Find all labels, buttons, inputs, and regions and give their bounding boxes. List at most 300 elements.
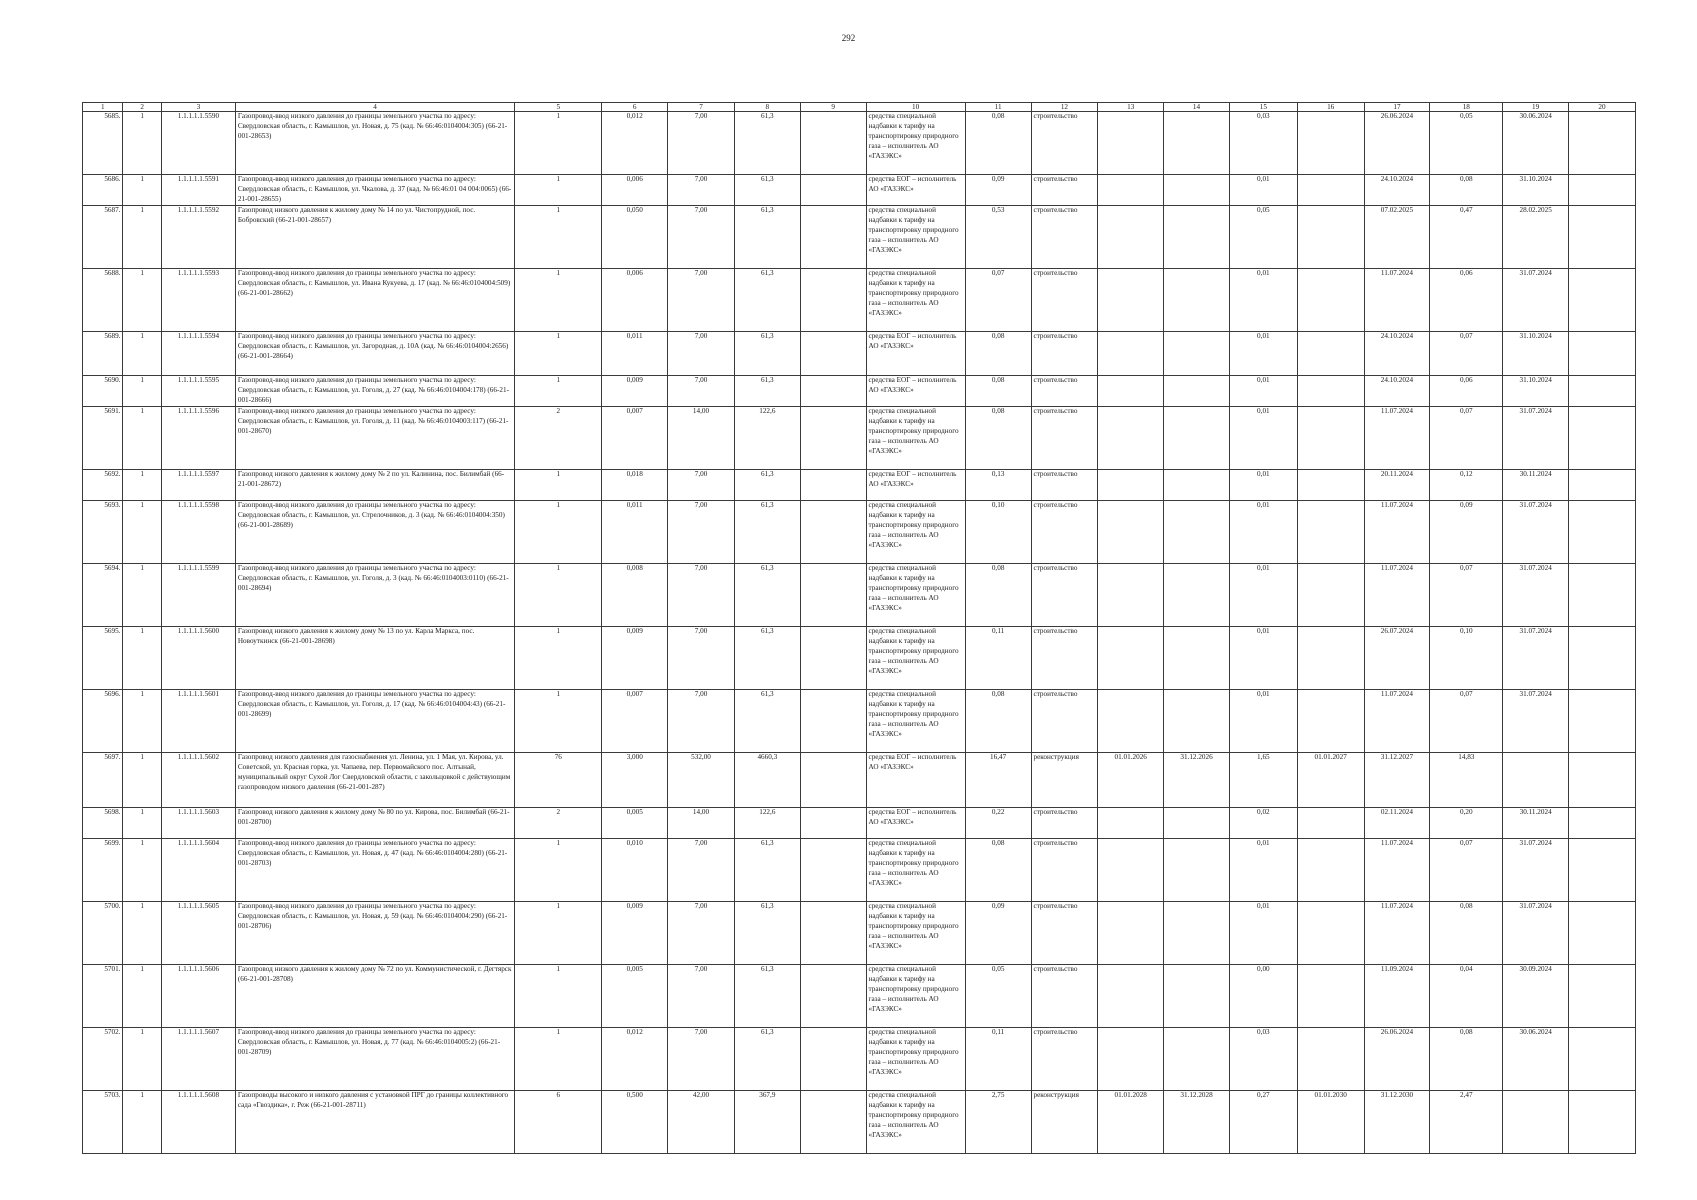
- cell-col-7: 42,00: [668, 1091, 735, 1154]
- cell-cost: 0,13: [965, 470, 1031, 501]
- cell-length: 0,050: [602, 206, 668, 269]
- cell-work-type: строительство: [1031, 376, 1098, 407]
- cell-col-20: [1569, 753, 1636, 808]
- cell-col-2: 1: [123, 753, 161, 808]
- cell-col-20: [1569, 1091, 1636, 1154]
- header-row: [83, 103, 1636, 112]
- cell-end-date: 31.12.2028: [1164, 1091, 1230, 1154]
- column-header-1: 1: [83, 103, 123, 112]
- cell-col-8: 61,3: [734, 1028, 800, 1091]
- cell-col-20: [1569, 501, 1636, 564]
- cell-funding-source: средства специальной надбавки к тарифу на транспортировку природного газа – исполнитель АО «ГАЗЭКС»: [866, 112, 965, 175]
- column-header-18: 18: [1430, 103, 1503, 112]
- cell-work-type: строительство: [1031, 690, 1098, 753]
- cell-start-date: [1098, 808, 1164, 839]
- cell-length: 0,009: [602, 627, 668, 690]
- cell-row-number: 5685.: [83, 112, 123, 175]
- column-header-5: 5: [515, 103, 602, 112]
- cell-funding-source: средства ЕОГ – исполнитель АО «ГАЗЭКС»: [866, 376, 965, 407]
- cell-start-date: [1098, 470, 1164, 501]
- cell-start-date: [1098, 501, 1164, 564]
- cell-date-19: 31.07.2024: [1503, 501, 1569, 564]
- cell-cost: 0,08: [965, 332, 1031, 376]
- cell-col-16: [1297, 808, 1364, 839]
- cell-cost: 0,53: [965, 206, 1031, 269]
- column-header-12: 12: [1031, 103, 1098, 112]
- cell-col-8: 61,3: [734, 376, 800, 407]
- cell-end-date: [1164, 175, 1230, 206]
- cell-funding-source: средства ЕОГ – исполнитель АО «ГАЗЭКС»: [866, 470, 965, 501]
- cell-col-8: 61,3: [734, 690, 800, 753]
- cell-col-15: 0,01: [1229, 332, 1297, 376]
- cell-col-20: [1569, 902, 1636, 965]
- cell-date-19: 31.07.2024: [1503, 407, 1569, 470]
- cell-start-date: [1098, 902, 1164, 965]
- cell-col-16: [1297, 206, 1364, 269]
- cell-col-2: 1: [123, 690, 161, 753]
- cell-item-code: 1.1.1.1.1.5599: [161, 564, 235, 627]
- cell-col-20: [1569, 407, 1636, 470]
- table-row: [83, 376, 1636, 407]
- cell-col-5: 1: [515, 112, 602, 175]
- cell-date-17: 24.10.2024: [1364, 376, 1430, 407]
- cell-col-5: 1: [515, 376, 602, 407]
- cell-col-20: [1569, 376, 1636, 407]
- cell-date-19: 31.10.2024: [1503, 376, 1569, 407]
- cell-date-17: 11.07.2024: [1364, 902, 1430, 965]
- cell-row-number: 5701.: [83, 965, 123, 1028]
- cell-col-9: [800, 1091, 866, 1154]
- cell-cost: 0,08: [965, 690, 1031, 753]
- cell-item-code: 1.1.1.1.1.5595: [161, 376, 235, 407]
- cell-row-number: 5686.: [83, 175, 123, 206]
- cell-col-2: 1: [123, 376, 161, 407]
- cell-description: Газопровод-ввод низкого давления до границы земельного участка по адресу: Свердловская область, г. Камышлов, ул. Новая, д. 77 (кад. № 66:46:0104005:2) (66-21-001-28709): [235, 1028, 514, 1091]
- cell-start-date: [1098, 112, 1164, 175]
- column-header-7: 7: [668, 103, 735, 112]
- cell-col-15: 0,01: [1229, 501, 1297, 564]
- cell-col-8: 61,3: [734, 564, 800, 627]
- cell-col-9: [800, 175, 866, 206]
- table-row: [83, 332, 1636, 376]
- cell-date-19: 31.07.2024: [1503, 839, 1569, 902]
- cell-end-date: [1164, 206, 1230, 269]
- column-header-15: 15: [1229, 103, 1297, 112]
- cell-start-date: [1098, 175, 1164, 206]
- cell-col-9: [800, 501, 866, 564]
- cell-start-date: 01.01.2028: [1098, 1091, 1164, 1154]
- cell-col-2: 1: [123, 564, 161, 627]
- cell-col-18: 0,08: [1430, 1028, 1503, 1091]
- cell-col-2: 1: [123, 501, 161, 564]
- cell-funding-source: средства ЕОГ – исполнитель АО «ГАЗЭКС»: [866, 808, 965, 839]
- cell-work-type: строительство: [1031, 175, 1098, 206]
- cell-col-18: 0,05: [1430, 112, 1503, 175]
- cell-col-5: 1: [515, 501, 602, 564]
- cell-col-7: 7,00: [668, 269, 735, 332]
- cell-funding-source: средства специальной надбавки к тарифу на транспортировку природного газа – исполнитель АО «ГАЗЭКС»: [866, 269, 965, 332]
- cell-col-9: [800, 690, 866, 753]
- cell-length: 0,006: [602, 269, 668, 332]
- cell-col-18: 0,08: [1430, 902, 1503, 965]
- cell-col-7: 7,00: [668, 564, 735, 627]
- cell-cost: 0,08: [965, 407, 1031, 470]
- cell-cost: 16,47: [965, 753, 1031, 808]
- cell-description: Газопровод-ввод низкого давления до границы земельного участка по адресу: Свердловская область, г. Камышлов, ул. Стрелочников, д. 3 (кад. № 66:46:0104004:350) (66-21-001-28689): [235, 501, 514, 564]
- cell-item-code: 1.1.1.1.1.5605: [161, 902, 235, 965]
- cell-item-code: 1.1.1.1.1.5596: [161, 407, 235, 470]
- cell-length: 0,006: [602, 175, 668, 206]
- cell-date-19: 30.09.2024: [1503, 965, 1569, 1028]
- cell-cost: 0,08: [965, 112, 1031, 175]
- cell-col-2: 1: [123, 112, 161, 175]
- cell-start-date: [1098, 965, 1164, 1028]
- cell-date-17: 11.07.2024: [1364, 407, 1430, 470]
- cell-col-16: [1297, 470, 1364, 501]
- cell-col-5: 1: [515, 839, 602, 902]
- cell-col-20: [1569, 690, 1636, 753]
- column-header-13: 13: [1098, 103, 1164, 112]
- cell-row-number: 5700.: [83, 902, 123, 965]
- cell-cost: 0,08: [965, 839, 1031, 902]
- cell-date-17: 26.07.2024: [1364, 627, 1430, 690]
- cell-col-9: [800, 564, 866, 627]
- cell-work-type: строительство: [1031, 407, 1098, 470]
- cell-length: 0,018: [602, 470, 668, 501]
- cell-funding-source: средства ЕОГ – исполнитель АО «ГАЗЭКС»: [866, 753, 965, 808]
- cell-col-15: 0,01: [1229, 407, 1297, 470]
- cell-date-19: 30.06.2024: [1503, 1028, 1569, 1091]
- column-header-6: 6: [602, 103, 668, 112]
- cell-row-number: 5687.: [83, 206, 123, 269]
- cell-description: Газопровод-ввод низкого давления до границы земельного участка по адресу: Свердловская область, г. Камышлов, ул. Чкалова, д. 37 (кад. № 66:46:01 04 004:0065) (66-21-001-28655): [235, 175, 514, 206]
- column-header-4: 4: [235, 103, 514, 112]
- cell-end-date: [1164, 808, 1230, 839]
- cell-date-19: 31.07.2024: [1503, 269, 1569, 332]
- cell-col-20: [1569, 112, 1636, 175]
- cell-col-9: [800, 407, 866, 470]
- cell-col-20: [1569, 564, 1636, 627]
- cell-col-2: 1: [123, 627, 161, 690]
- cell-col-16: [1297, 627, 1364, 690]
- cell-length: 0,009: [602, 902, 668, 965]
- cell-col-9: [800, 112, 866, 175]
- cell-description: Газопровод низкого давления к жилому дому № 80 по ул. Кирова, пос. Билимбай (66-21-001-28700): [235, 808, 514, 839]
- cell-col-8: 61,3: [734, 206, 800, 269]
- cell-col-20: [1569, 808, 1636, 839]
- cell-col-8: 61,3: [734, 112, 800, 175]
- cell-col-16: [1297, 175, 1364, 206]
- cell-cost: 0,08: [965, 564, 1031, 627]
- cell-col-9: [800, 965, 866, 1028]
- cell-date-17: 24.10.2024: [1364, 175, 1430, 206]
- cell-cost: 0,07: [965, 269, 1031, 332]
- cell-col-5: 2: [515, 808, 602, 839]
- cell-col-2: 1: [123, 902, 161, 965]
- cell-col-9: [800, 753, 866, 808]
- cell-cost: 0,22: [965, 808, 1031, 839]
- cell-end-date: [1164, 902, 1230, 965]
- page-number: 292: [841, 33, 856, 43]
- cell-cost: 0,08: [965, 376, 1031, 407]
- cell-start-date: [1098, 690, 1164, 753]
- cell-description: Газопроводы высокого и низкого давления с установкой ПРГ до границы коллективного сада «Гвоздика», г. Реж (66-21-001-28711): [235, 1091, 514, 1154]
- cell-length: 0,500: [602, 1091, 668, 1154]
- cell-col-2: 1: [123, 269, 161, 332]
- cell-description: Газопровод-ввод низкого давления до границы земельного участка по адресу: Свердловская область, г. Камышлов, ул. Гоголя, д. 27 (кад. № 66:46:0104004:178) (66-21-001-28666): [235, 376, 514, 407]
- cell-description: Газопровод низкого давления к жилому дому № 14 по ул. Чистопрудной, пос. Бобровский (66-21-001-28657): [235, 206, 514, 269]
- column-header-17: 17: [1364, 103, 1430, 112]
- cell-date-17: 31.12.2030: [1364, 1091, 1430, 1154]
- cell-col-7: 14,00: [668, 808, 735, 839]
- cell-col-7: 7,00: [668, 690, 735, 753]
- cell-col-5: 1: [515, 175, 602, 206]
- cell-work-type: строительство: [1031, 627, 1098, 690]
- table-row: [83, 1028, 1636, 1091]
- cell-description: Газопровод-ввод низкого давления до границы земельного участка по адресу: Свердловская область, г. Камышлов, ул. Гоголя, д. 3 (кад. № 66:46:0104003:0110) (66-21-001-28694): [235, 564, 514, 627]
- cell-end-date: [1164, 407, 1230, 470]
- cell-row-number: 5702.: [83, 1028, 123, 1091]
- cell-col-18: 0,06: [1430, 269, 1503, 332]
- cell-end-date: 31.12.2026: [1164, 753, 1230, 808]
- cell-col-8: 4660,3: [734, 753, 800, 808]
- cell-col-20: [1569, 269, 1636, 332]
- cell-funding-source: средства специальной надбавки к тарифу на транспортировку природного газа – исполнитель АО «ГАЗЭКС»: [866, 564, 965, 627]
- cell-funding-source: средства специальной надбавки к тарифу на транспортировку природного газа – исполнитель АО «ГАЗЭКС»: [866, 501, 965, 564]
- cell-date-17: 11.07.2024: [1364, 501, 1430, 564]
- cell-item-code: 1.1.1.1.1.5608: [161, 1091, 235, 1154]
- cell-start-date: [1098, 1028, 1164, 1091]
- cell-work-type: строительство: [1031, 1028, 1098, 1091]
- cell-col-15: 0,01: [1229, 902, 1297, 965]
- cell-date-17: 31.12.2027: [1364, 753, 1430, 808]
- cell-row-number: 5690.: [83, 376, 123, 407]
- cell-col-2: 1: [123, 839, 161, 902]
- cell-col-8: 61,3: [734, 965, 800, 1028]
- cell-funding-source: средства специальной надбавки к тарифу на транспортировку природного газа – исполнитель АО «ГАЗЭКС»: [866, 1091, 965, 1154]
- column-header-10: 10: [866, 103, 965, 112]
- table-row: [83, 407, 1636, 470]
- cell-col-9: [800, 470, 866, 501]
- cell-col-18: 14,83: [1430, 753, 1503, 808]
- cell-funding-source: средства специальной надбавки к тарифу на транспортировку природного газа – исполнитель АО «ГАЗЭКС»: [866, 902, 965, 965]
- cell-row-number: 5695.: [83, 627, 123, 690]
- cell-end-date: [1164, 376, 1230, 407]
- cell-date-17: 26.06.2024: [1364, 112, 1430, 175]
- cell-col-9: [800, 808, 866, 839]
- cell-work-type: строительство: [1031, 902, 1098, 965]
- cell-date-19: [1503, 1091, 1569, 1154]
- cell-description: Газопровод низкого давления к жилому дому № 2 по ул. Калинина, пос. Билимбай (66-21-001-28672): [235, 470, 514, 501]
- cell-col-16: [1297, 332, 1364, 376]
- cell-end-date: [1164, 564, 1230, 627]
- cell-end-date: [1164, 269, 1230, 332]
- cell-start-date: [1098, 627, 1164, 690]
- cell-item-code: 1.1.1.1.1.5601: [161, 690, 235, 753]
- cell-col-20: [1569, 1028, 1636, 1091]
- cell-work-type: реконструкция: [1031, 1091, 1098, 1154]
- cell-col-18: 0,09: [1430, 501, 1503, 564]
- cell-col-18: 0,20: [1430, 808, 1503, 839]
- cell-col-8: 61,3: [734, 627, 800, 690]
- cell-col-16: [1297, 501, 1364, 564]
- cell-row-number: 5693.: [83, 501, 123, 564]
- cell-length: 0,007: [602, 407, 668, 470]
- cell-col-16: [1297, 1028, 1364, 1091]
- cell-col-16: [1297, 902, 1364, 965]
- cell-row-number: 5696.: [83, 690, 123, 753]
- cell-date-17: 11.07.2024: [1364, 564, 1430, 627]
- cell-work-type: строительство: [1031, 564, 1098, 627]
- cell-cost: 0,09: [965, 175, 1031, 206]
- cell-col-15: 0,01: [1229, 627, 1297, 690]
- cell-row-number: 5689.: [83, 332, 123, 376]
- cell-row-number: 5698.: [83, 808, 123, 839]
- cell-col-5: 1: [515, 470, 602, 501]
- cell-length: 0,010: [602, 839, 668, 902]
- cell-col-15: 0,01: [1229, 269, 1297, 332]
- table-row: [83, 564, 1636, 627]
- cell-col-2: 1: [123, 808, 161, 839]
- table-row: [83, 1091, 1636, 1154]
- cell-col-16: [1297, 269, 1364, 332]
- cell-item-code: 1.1.1.1.1.5598: [161, 501, 235, 564]
- cell-date-19: 31.07.2024: [1503, 627, 1569, 690]
- cell-description: Газопровод низкого давления для газоснабжения ул. Ленина, ул. 1 Мая, ул. Кирова, ул. Советской, ул. Красная горка, ул. Чапаева, пер. Первомайского пос. Алтынай, муниципальный округ Сухой Лог Свердловской области, с закольцовкой с действующим газопроводом низкого давления (66-21-001-287): [235, 753, 514, 808]
- cell-work-type: строительство: [1031, 112, 1098, 175]
- cell-col-9: [800, 376, 866, 407]
- cell-end-date: [1164, 501, 1230, 564]
- cell-col-7: 7,00: [668, 839, 735, 902]
- cell-col-15: 0,01: [1229, 470, 1297, 501]
- column-header-9: 9: [800, 103, 866, 112]
- cell-col-20: [1569, 206, 1636, 269]
- cell-description: Газопровод-ввод низкого давления до границы земельного участка по адресу: Свердловская область, г. Камышлов, ул. Ивана Кукуева, д. 17 (кад. № 66:46:0104004:509) (66-21-001-28662): [235, 269, 514, 332]
- cell-col-16: 01.01.2030: [1297, 1091, 1364, 1154]
- cell-col-20: [1569, 470, 1636, 501]
- cell-col-8: 61,3: [734, 470, 800, 501]
- cell-work-type: строительство: [1031, 269, 1098, 332]
- cell-length: 0,012: [602, 1028, 668, 1091]
- cell-funding-source: средства специальной надбавки к тарифу на транспортировку природного газа – исполнитель АО «ГАЗЭКС»: [866, 1028, 965, 1091]
- cell-end-date: [1164, 627, 1230, 690]
- cell-length: 0,009: [602, 376, 668, 407]
- column-header-3: 3: [161, 103, 235, 112]
- cell-date-19: 30.11.2024: [1503, 470, 1569, 501]
- cell-col-15: 1,65: [1229, 753, 1297, 808]
- cell-start-date: [1098, 564, 1164, 627]
- cell-col-16: [1297, 839, 1364, 902]
- cell-col-7: 7,00: [668, 965, 735, 1028]
- cell-col-5: 1: [515, 965, 602, 1028]
- cell-start-date: [1098, 407, 1164, 470]
- cell-date-17: 11.07.2024: [1364, 690, 1430, 753]
- cell-row-number: 5692.: [83, 470, 123, 501]
- cell-length: 0,007: [602, 690, 668, 753]
- cell-work-type: строительство: [1031, 332, 1098, 376]
- cell-col-16: [1297, 564, 1364, 627]
- cell-description: Газопровод-ввод низкого давления до границы земельного участка по адресу: Свердловская область, г. Камышлов, ул. Новая, д. 47 (кад. № 66:46:0104004:280) (66-21-001-28703): [235, 839, 514, 902]
- cell-col-9: [800, 332, 866, 376]
- cell-col-20: [1569, 627, 1636, 690]
- cell-col-8: 122,6: [734, 808, 800, 839]
- cell-date-17: 26.06.2024: [1364, 1028, 1430, 1091]
- cell-col-18: 0,07: [1430, 564, 1503, 627]
- cell-date-19: 30.11.2024: [1503, 808, 1569, 839]
- cell-col-18: 0,12: [1430, 470, 1503, 501]
- cell-item-code: 1.1.1.1.1.5607: [161, 1028, 235, 1091]
- cell-col-15: 0,27: [1229, 1091, 1297, 1154]
- cell-col-2: 1: [123, 332, 161, 376]
- cell-col-7: 7,00: [668, 175, 735, 206]
- cell-col-7: 532,00: [668, 753, 735, 808]
- cell-col-9: [800, 1028, 866, 1091]
- cell-work-type: строительство: [1031, 808, 1098, 839]
- table-row: [83, 753, 1636, 808]
- cell-col-7: 7,00: [668, 376, 735, 407]
- cell-funding-source: средства специальной надбавки к тарифу на транспортировку природного газа – исполнитель АО «ГАЗЭКС»: [866, 839, 965, 902]
- cell-col-16: [1297, 690, 1364, 753]
- cell-col-15: 0,00: [1229, 965, 1297, 1028]
- cell-end-date: [1164, 690, 1230, 753]
- cell-description: Газопровод-ввод низкого давления до границы земельного участка по адресу: Свердловская область, г. Камышлов, ул. Новая, д. 59 (кад. № 66:46:0104004:290) (66-21-001-28706): [235, 902, 514, 965]
- cell-col-16: [1297, 376, 1364, 407]
- cell-col-16: [1297, 112, 1364, 175]
- cell-date-17: 11.07.2024: [1364, 269, 1430, 332]
- cell-funding-source: средства специальной надбавки к тарифу на транспортировку природного газа – исполнитель АО «ГАЗЭКС»: [866, 627, 965, 690]
- cell-length: 0,011: [602, 332, 668, 376]
- cell-description: Газопровод-ввод низкого давления до границы земельного участка по адресу: Свердловская область, г. Камышлов, ул. Гоголя, д. 17 (кад. № 66:46:0104004:43) (66-21-001-28699): [235, 690, 514, 753]
- cell-item-code: 1.1.1.1.1.5604: [161, 839, 235, 902]
- cell-col-5: 6: [515, 1091, 602, 1154]
- cell-cost: 0,11: [965, 627, 1031, 690]
- cell-description: Газопровод-ввод низкого давления до границы земельного участка по адресу: Свердловская область, г. Камышлов, ул. Новая, д. 75 (кад. № 66:46:0104004:305) (66-21-001-28653): [235, 112, 514, 175]
- cell-date-17: 24.10.2024: [1364, 332, 1430, 376]
- cell-funding-source: средства специальной надбавки к тарифу на транспортировку природного газа – исполнитель АО «ГАЗЭКС»: [866, 206, 965, 269]
- cell-date-19: 31.07.2024: [1503, 902, 1569, 965]
- cell-col-5: 76: [515, 753, 602, 808]
- cell-end-date: [1164, 332, 1230, 376]
- cell-start-date: [1098, 269, 1164, 332]
- cell-col-5: 1: [515, 564, 602, 627]
- cell-col-5: 1: [515, 690, 602, 753]
- cell-col-2: 1: [123, 470, 161, 501]
- cell-funding-source: средства специальной надбавки к тарифу на транспортировку природного газа – исполнитель АО «ГАЗЭКС»: [866, 690, 965, 753]
- table-row: [83, 808, 1636, 839]
- cell-funding-source: средства ЕОГ – исполнитель АО «ГАЗЭКС»: [866, 332, 965, 376]
- cell-col-20: [1569, 839, 1636, 902]
- cell-date-19: 31.07.2024: [1503, 564, 1569, 627]
- cell-col-15: 0,03: [1229, 1028, 1297, 1091]
- cell-date-19: 31.07.2024: [1503, 690, 1569, 753]
- table-row: [83, 269, 1636, 332]
- cell-date-17: 11.09.2024: [1364, 965, 1430, 1028]
- cell-date-17: 07.02.2025: [1364, 206, 1430, 269]
- cell-row-number: 5691.: [83, 407, 123, 470]
- cell-row-number: 5688.: [83, 269, 123, 332]
- cell-col-18: 0,07: [1430, 407, 1503, 470]
- column-header-2: 2: [123, 103, 161, 112]
- cell-col-5: 1: [515, 206, 602, 269]
- cell-col-15: 0,01: [1229, 376, 1297, 407]
- cell-date-17: 20.11.2024: [1364, 470, 1430, 501]
- cell-col-15: 0,01: [1229, 690, 1297, 753]
- column-header-8: 8: [734, 103, 800, 112]
- cell-item-code: 1.1.1.1.1.5602: [161, 753, 235, 808]
- cell-col-20: [1569, 332, 1636, 376]
- cell-col-2: 1: [123, 206, 161, 269]
- cell-cost: 0,05: [965, 965, 1031, 1028]
